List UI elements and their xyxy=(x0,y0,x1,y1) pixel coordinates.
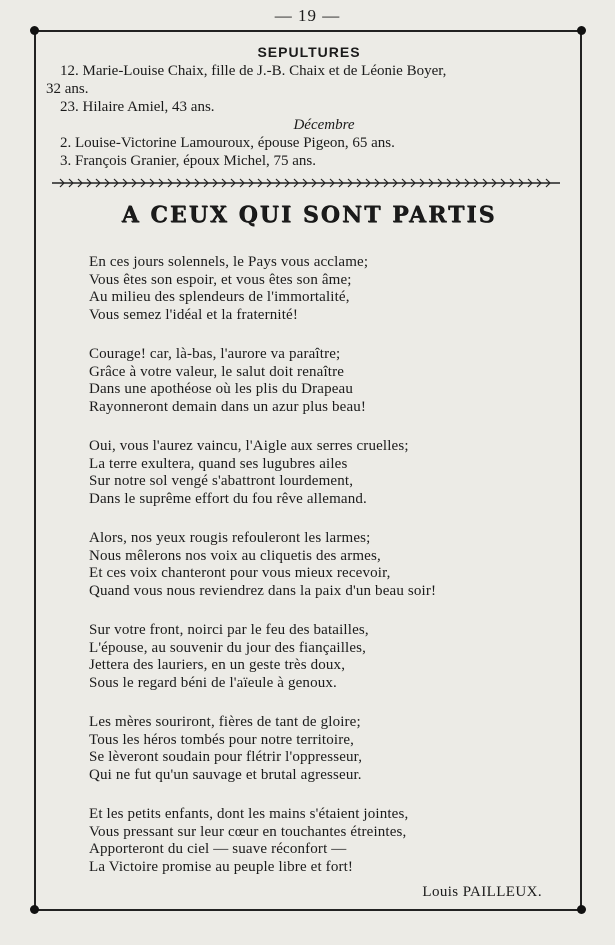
burial-entry xyxy=(46,98,572,116)
poem-line: Nous mêlerons nos voix au cliquetis des armes, xyxy=(89,547,381,564)
poem-line: Jettera des lauriers, en un geste très doux, xyxy=(89,657,346,673)
burial-entry xyxy=(46,62,572,80)
sepultures-title: SEPULTURES xyxy=(257,44,361,60)
frame-right-rule xyxy=(580,30,582,909)
poem-line: Vous êtes son espoir, et vous êtes son âme; xyxy=(89,271,352,288)
poem-line: Quand vous nous reviendrez dans la paix d'un beau soir! xyxy=(89,582,437,599)
poem-stanza xyxy=(46,530,572,600)
poem-line: Apporteront du ciel — suave réconfort — xyxy=(89,841,347,857)
burial-entry: 2. Louise-Victorine Lamouroux, épouse Pigeon, 65 ans. xyxy=(60,135,395,151)
poem-line: Vous semez l'idéal et la fraternité! xyxy=(89,306,298,323)
poem-line: Courage! car, là-bas, l'aurore va paraître; xyxy=(89,346,341,362)
poem-line: La Victoire promise au peuple libre et fort! xyxy=(89,858,354,875)
ornamental-divider xyxy=(52,178,560,188)
poem-line: Dans une apothéose où les plis du Drapeau xyxy=(89,381,353,397)
corner-dot-bottom-right xyxy=(577,905,586,914)
month-heading: Décembre xyxy=(293,117,355,133)
poem-title: A CEUX QUI SONT PARTIS xyxy=(121,202,497,228)
poem-line: Se lèveront soudain pour flétrir l'oppresseur, xyxy=(89,749,363,765)
poem-line: En ces jours solennels, le Pays vous acclame; xyxy=(89,254,369,270)
burial-entry: 3. François Granier, époux Michel, 75 ans. xyxy=(60,153,317,169)
poem-line: Sur notre sol vengé s'abattront lourdement, xyxy=(89,473,354,489)
frame-top-rule xyxy=(34,30,582,32)
poem-line: Et les petits enfants, dont les mains s'étaient jointes, xyxy=(89,806,409,822)
poem-line: Alors, nos yeux rougis refouleront les larmes; xyxy=(89,530,371,546)
page-number: — 19 — xyxy=(274,6,341,25)
corner-dot-top-right xyxy=(577,26,586,35)
frame-bottom-rule xyxy=(34,909,582,911)
poem-line: Qui ne fut qu'un sauvage et brutal agresseur. xyxy=(89,766,362,783)
corner-dot-bottom-left xyxy=(30,905,39,914)
poem-line: La terre exultera, quand ses lugubres ailes xyxy=(89,455,348,472)
poem-stanza xyxy=(46,806,572,876)
poem-line: Les mères souriront, fières de tant de gloire; xyxy=(89,714,361,730)
poem-line: Dans le suprême effort du fou rêve allemand. xyxy=(89,490,367,507)
corner-dot-top-left xyxy=(30,26,39,35)
poem-line: Grâce à votre valeur, le salut doit renaître xyxy=(89,363,345,380)
frame-left-rule xyxy=(34,30,36,909)
poem-line: L'épouse, au souvenir du jour des fiançailles, xyxy=(89,639,367,656)
poem-line: Rayonneront demain dans un azur plus beau! xyxy=(89,398,367,415)
poem-line: Oui, vous l'aurez vaincu, l'Aigle aux serres cruelles; xyxy=(89,438,409,454)
burial-entry-text: 32 ans. xyxy=(46,81,89,97)
poem-author: Louis PAILLEUX. xyxy=(422,884,542,900)
poem-line: Tous les héros tombés pour notre territoire, xyxy=(89,731,355,748)
poem-line: Sous le regard béni de l'aïeule à genoux. xyxy=(89,674,337,691)
poem-stanza xyxy=(46,622,572,692)
burial-entry-text: 23. Hilaire Amiel, 43 ans. xyxy=(60,99,215,115)
burial-entry-continuation xyxy=(46,80,572,98)
poem-line: Au milieu des splendeurs de l'immortalité, xyxy=(89,289,350,305)
poem-line: Sur votre front, noirci par le feu des batailles, xyxy=(89,622,369,638)
page-content xyxy=(46,44,572,901)
poem-line: Vous pressant sur leur cœur en touchantes étreintes, xyxy=(89,823,407,840)
poem-body xyxy=(46,254,572,876)
poem-stanza xyxy=(46,346,572,416)
poem-stanza xyxy=(46,714,572,784)
poem-line: Et ces voix chanteront pour vous mieux recevoir, xyxy=(89,565,391,581)
burial-entry-text: 12. Marie-Louise Chaix, fille de J.-B. Chaix et de Léonie Boyer, xyxy=(60,63,447,79)
poem-stanza xyxy=(46,254,572,324)
poem-stanza xyxy=(46,438,572,508)
